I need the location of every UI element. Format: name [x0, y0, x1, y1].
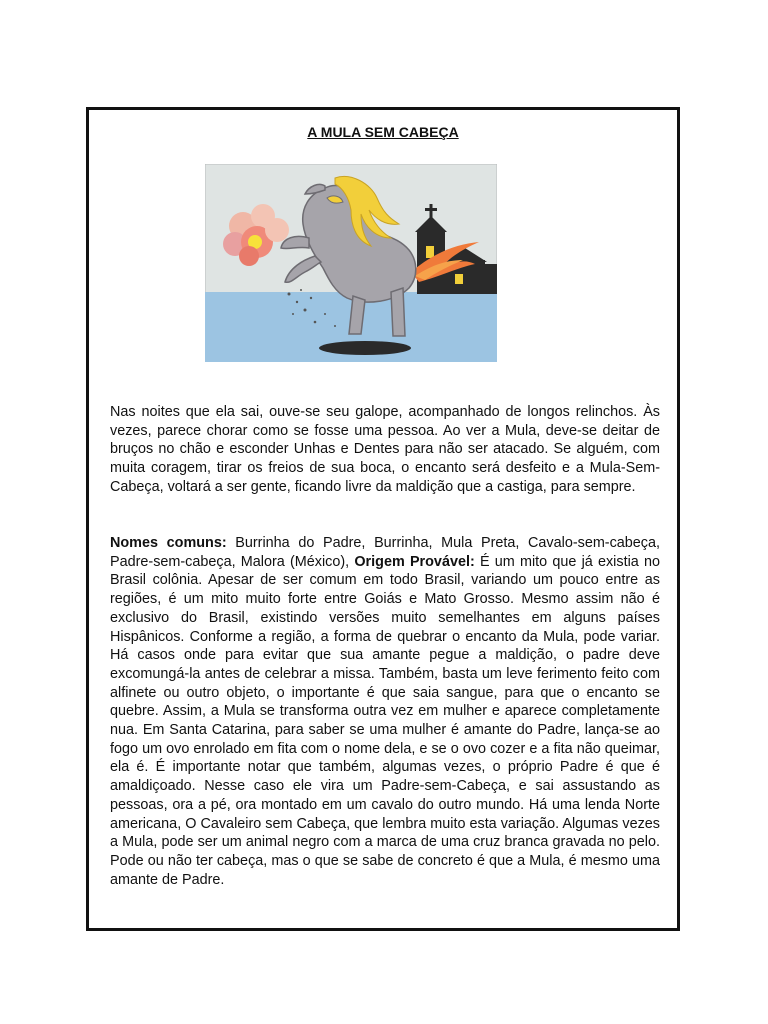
- origin-text: É um mito que já existia no Brasil colônia. Apesar de ser comum em todo Brasil, variando um pouco entre as regiões, é um mito muito forte entre Goiás e Mato Grosso. Mesmo assim não é exclusivo do Brasil, existindo versões muito semelhantes em alguns países Hispânicos. Conforme a região, a forma de quebrar o encanto da Mula, pode variar. Há casos onde para evitar que sua amante pegue a maldição, o padre deve excomungá-la antes de celebrar a missa. Também, basta um leve ferimento feito com alfinete ou outro objeto, o importante é que saia sangue, para que o encanto se quebre. Assim, a Mula se transforma outra vez em mulher e aparece completamente nua. Em Santa Catarina, para saber se uma mulher é amante do Padre, lança-se ao fogo um ovo enrolado em fita com o nome dela, e se o ovo cozer e a fita não queimar, ela é. É importante notar que também, algumas vezes, o próprio Padre é que é amaldiçoado. Nesse caso ele vira um Padre-sem-Cabeça, e sai assustando as pessoas, ora a pé, ora montado em um cavalo do outro mundo. Há uma lenda Norte americana, O Cavaleiro sem Cabeça, que lembra muito esta variação. Algumas vezes a Mula, pode ser um animal negro com a marca de uma cruz branca gravada no pelo. Pode ou não ter cabeça, mas o que se sabe de concreto é que a Mula, é mesmo uma amante de Padre.: [110, 553, 660, 888]
- document-title: A MULA SEM CABEÇA: [307, 124, 459, 140]
- paragraph-details: [110, 534, 660, 889]
- document-frame: [86, 107, 680, 931]
- paragraph-intro: Nas noites que ela sai, ouve-se seu galope, acompanhado de longos relinchos. Às vezes, parece chorar como se fosse uma pessoa. Ao ver a Mula, deve-se deitar de bruços no chão e esconder Unhas e Dentes para não ser atacado. Se alguém, com muita coragem, tirar os freios de sua boca, o encanto será desfeito e a Mula-Sem-Cabeça, voltará a ser gente, ficando livre da maldição que a castiga, para sempre.: [110, 404, 660, 495]
- origin-label: Origem Provável:: [354, 553, 475, 570]
- names-text: Burrinha do Padre, Burrinha, Mula Preta, Cavalo-sem-cabeça, Padre-sem-cabeça, Malora (México),: [110, 535, 661, 570]
- mule-illustration: [205, 164, 497, 362]
- names-label: Nomes comuns:: [110, 535, 227, 551]
